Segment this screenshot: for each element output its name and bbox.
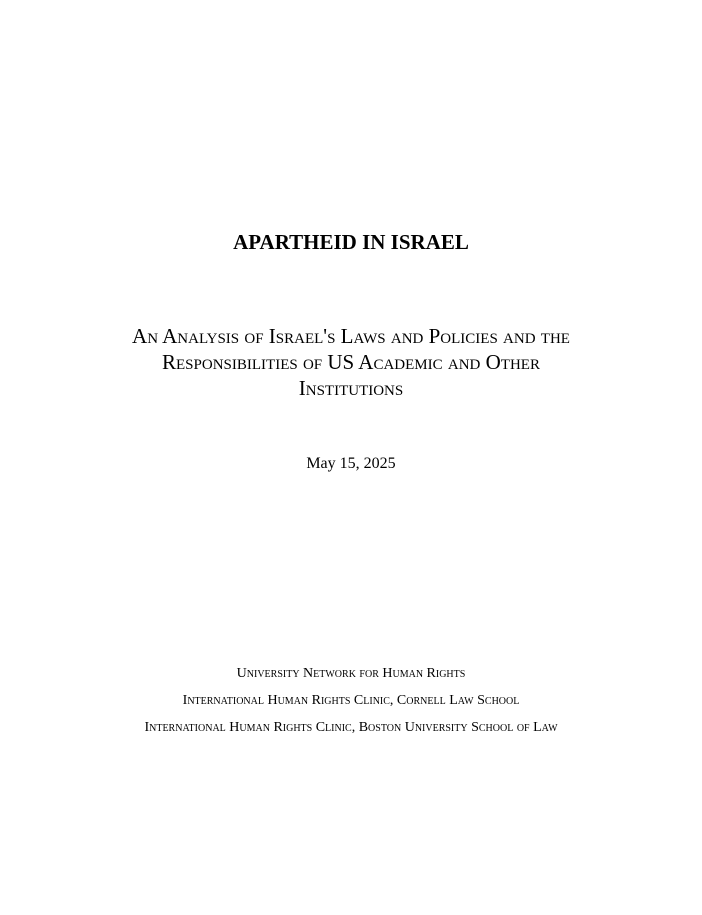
organizations-list bbox=[0, 665, 702, 746]
report-date: May 15, 2025 bbox=[306, 455, 396, 472]
organization-name: University Network for Human Rights bbox=[236, 666, 466, 681]
organization-name: International Human Rights Clinic, Cornell Law School bbox=[182, 693, 520, 708]
subtitle-line: An Analysis of Israel's Laws and Policies and the bbox=[132, 324, 570, 348]
organization-name: International Human Rights Clinic, Boston University School of Law bbox=[144, 720, 558, 735]
subtitle-line: Responsibilities of US Academic and Other bbox=[162, 350, 540, 374]
report-subtitle bbox=[60, 323, 642, 401]
report-title: APARTHEID IN ISRAEL bbox=[233, 230, 469, 254]
subtitle-line: Institutions bbox=[298, 376, 404, 400]
